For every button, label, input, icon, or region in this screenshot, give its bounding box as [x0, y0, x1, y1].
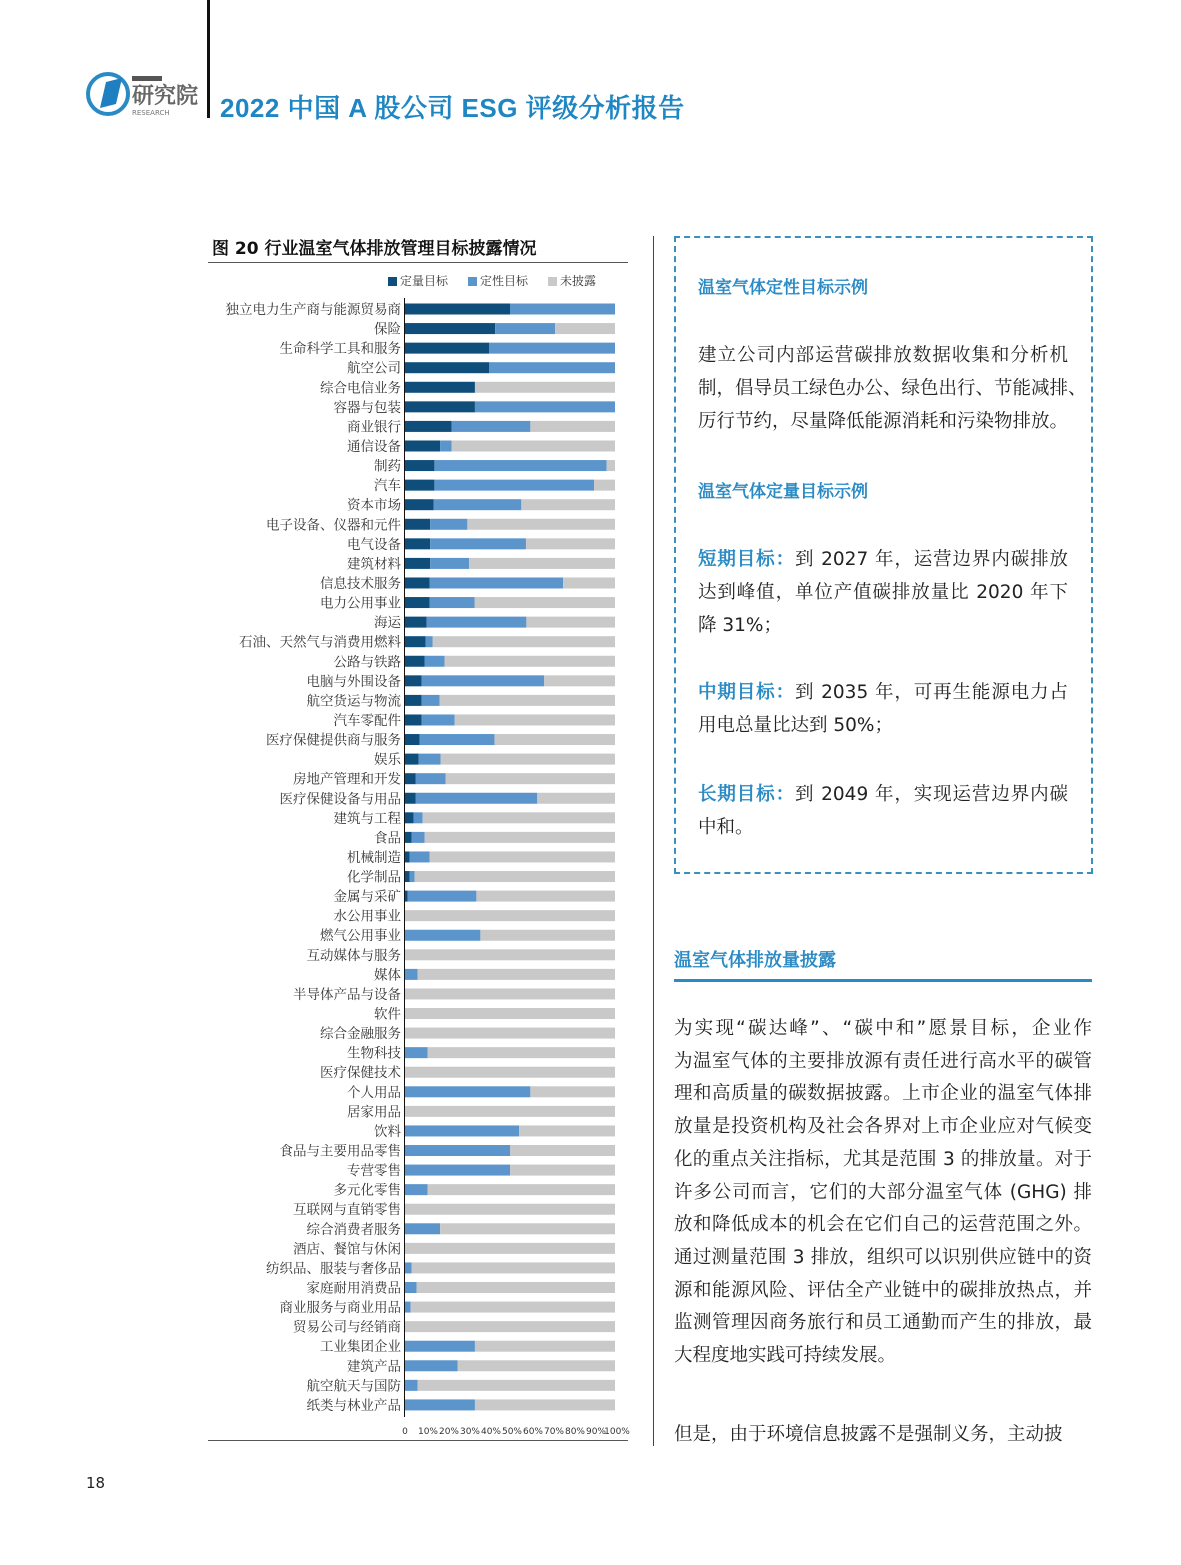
bar-segment-quant [405, 617, 427, 628]
column-separator [653, 236, 654, 1446]
bar-segment-none [594, 480, 615, 491]
figure-title-rule [208, 262, 628, 263]
bar-segment-quant [405, 440, 440, 451]
bar-segment-quant [405, 362, 489, 373]
bar-segment-qual [422, 695, 440, 706]
bar-segment-qual [405, 1223, 440, 1234]
bar-segment-qual [410, 871, 415, 882]
bar-segment-qual [405, 930, 480, 941]
category-label: 多元化零售 [333, 1182, 401, 1199]
section-paragraph-2: 但是，由于环境信息披露不是强制义务，主动披 [674, 1424, 1063, 1445]
logo-subtext: RESEARCH [132, 109, 170, 117]
x-tick-label: 50% [501, 1427, 523, 1437]
paragraph-line: 监测管理因商务旅行和员工通勤而产生的排放，最 [674, 1312, 1092, 1334]
paragraph-line: 通过测量范围 3 排放，组织可以识别供应链中的资 [674, 1246, 1092, 1268]
bar-segment-qual [405, 1262, 412, 1273]
logo-text: 研究院 [132, 84, 199, 109]
bar-segment-quant [405, 832, 412, 843]
bar-segment-qual [419, 754, 441, 765]
paragraph-line: 化的重点关注指标，尤其是范围 3 的排放量。对于 [674, 1148, 1092, 1170]
category-label: 专营零售 [347, 1163, 401, 1180]
bar-segment-none [475, 1399, 615, 1410]
category-label: 综合金融服务 [320, 1026, 401, 1043]
figure-title: 图 20 行业温室气体排放管理目标披露情况 [212, 239, 537, 259]
bar-segment-qual [416, 773, 446, 784]
paragraph-line: 放量是投资机构及社会各界对上市企业应对气候变 [674, 1116, 1092, 1138]
box-text: 厉行节约，尽量降低能源消耗和污染物排放。 [698, 411, 1069, 432]
category-label: 纺织品、服装与奢侈品 [266, 1260, 401, 1277]
paragraph-line: 许多公司而言，它们的大部分温室气体 (GHG) 排 [674, 1181, 1092, 1203]
category-label: 金属与采矿 [333, 889, 401, 906]
bar-segment-none [452, 440, 615, 451]
paragraph-line: 为温室气体的主要排放源有责任进行高水平的碳管 [674, 1050, 1092, 1072]
category-label: 电力公用事业 [320, 595, 401, 612]
bar-segment-none [530, 421, 615, 432]
figure-bottom-rule [208, 1440, 628, 1441]
bar-segment-none [411, 1302, 615, 1313]
research-institute-logo [86, 70, 201, 118]
bar-segment-quant [405, 871, 410, 882]
bar-segment-quant [405, 773, 416, 784]
bar-segment-quant [405, 793, 416, 804]
section-heading-rule [674, 979, 1092, 982]
bar-segment-none [423, 812, 615, 823]
bar-segment-none [405, 1243, 615, 1254]
bar-segment-none [405, 1028, 615, 1039]
bar-segment-qual [430, 597, 475, 608]
bar-segment-none [475, 597, 615, 608]
chart-legend [388, 272, 596, 289]
bar-segment-qual [430, 538, 526, 549]
bar-segment-qual [412, 832, 425, 843]
bar-segment-quant [405, 597, 430, 608]
category-label: 航空货运与物流 [306, 693, 401, 710]
bar-segment-none [494, 734, 615, 745]
bar-segment-none [510, 1145, 615, 1156]
bar-segment-none [418, 1380, 615, 1391]
bar-segment-qual [452, 421, 531, 432]
bar-segment-none [521, 499, 615, 510]
category-label: 制药 [374, 458, 401, 475]
bar-segment-qual [405, 1302, 411, 1313]
bar-segment-qual [422, 675, 545, 686]
category-label: 电子设备、仪器和元件 [266, 517, 401, 534]
category-label: 海运 [374, 615, 401, 632]
bar-segment-none [475, 382, 615, 393]
bar-segment-none [530, 1086, 615, 1097]
bar-segment-quant [405, 480, 434, 491]
bar-segment-quant [405, 538, 430, 549]
bar-segment-qual [434, 460, 606, 471]
x-tick-label: 90% [585, 1427, 607, 1437]
category-label: 生命科学工具和服务 [279, 341, 401, 358]
bar-segment-qual [405, 1086, 530, 1097]
category-label: 纸类与林业产品 [306, 1397, 401, 1414]
category-label: 半导体产品与设备 [293, 986, 401, 1003]
x-tick-label: 0 [402, 1427, 408, 1437]
paragraph-line: 理和高质量的碳数据披露。上市企业的温室气体排 [674, 1083, 1092, 1105]
bar-segment-qual [426, 636, 433, 647]
bar-segment-qual [405, 1047, 428, 1058]
category-label: 互动媒体与服务 [306, 947, 401, 964]
bar-segment-qual [489, 343, 615, 354]
bar-segment-qual [430, 558, 469, 569]
category-label: 医疗保健技术 [320, 1065, 401, 1082]
bar-segment-quant [405, 695, 422, 706]
bar-segment-none [428, 1047, 615, 1058]
category-label: 互联网与直销零售 [293, 1202, 401, 1219]
bar-segment-none [444, 656, 615, 667]
category-label: 食品 [374, 830, 401, 847]
mid-term-goal: 中期目标：到 2035 年，可再生能源电力占 [698, 682, 1068, 703]
bar-segment-quant [405, 812, 414, 823]
bar-segment-none [446, 773, 615, 784]
bar-segment-none [440, 1223, 615, 1234]
category-label: 商业服务与商业用品 [279, 1300, 401, 1317]
category-label: 水公用事业 [333, 908, 401, 925]
bar-segment-qual [405, 1399, 475, 1410]
bar-segment-none [405, 949, 615, 960]
category-label: 综合消费者服务 [306, 1221, 401, 1238]
bar-segment-qual [489, 362, 615, 373]
category-label: 机械制造 [347, 849, 401, 866]
bar-segment-quant [405, 401, 475, 412]
category-label: 化学制品 [347, 869, 401, 886]
bar-segment-qual [427, 617, 527, 628]
bar-segment-qual [425, 656, 445, 667]
box-text: 降 31%； [698, 615, 782, 636]
bar-segment-quant [405, 343, 489, 354]
category-label: 建筑与工程 [333, 810, 401, 827]
bar-segment-qual [405, 1380, 418, 1391]
category-label: 保险 [374, 321, 401, 338]
bar-segment-none [405, 1106, 615, 1117]
x-tick-label: 70% [543, 1427, 565, 1437]
bar-segment-qual [475, 401, 615, 412]
legend-none: 未披露 [548, 272, 596, 289]
bar-segment-qual [405, 1125, 519, 1136]
category-label: 汽车 [374, 478, 401, 495]
bar-segment-none [430, 851, 615, 862]
category-label: 资本市场 [347, 497, 401, 514]
category-label: 生物科技 [347, 1045, 401, 1062]
bar-segment-quant [405, 382, 475, 393]
category-label: 容器与包装 [333, 399, 401, 416]
bar-segment-none [425, 832, 615, 843]
bar-segment-none [607, 460, 615, 471]
bar-segment-qual [430, 577, 564, 588]
report-title: 2022 中国 A 股公司 ESG 评级分析报告 [220, 93, 685, 123]
bar-segment-qual [434, 499, 522, 510]
bar-segment-qual [405, 1341, 475, 1352]
bar-segment-quant [405, 323, 495, 334]
box-text: 建立公司内部运营碳排放数据收集和分析机 [698, 345, 1068, 366]
category-label: 医疗保健设备与用品 [279, 791, 401, 808]
bar-segment-quant [405, 675, 422, 686]
bar-segment-none [417, 1282, 615, 1293]
box-text: 中和。 [698, 817, 754, 838]
bar-segment-none [475, 1341, 615, 1352]
long-term-goal: 长期目标：到 2049 年，实现运营边界内碳 [698, 784, 1068, 805]
category-label: 独立电力生产商与能源贸易商 [225, 302, 401, 318]
category-label: 房地产管理和开发 [293, 771, 401, 788]
bar-segment-qual [408, 891, 477, 902]
category-label: 工业集团企业 [320, 1339, 401, 1356]
paragraph-line: 放和降低成本的机会在它们自己的运营范围之外。 [674, 1214, 1092, 1236]
bar-segment-none [469, 558, 615, 569]
bar-segment-none [458, 1360, 616, 1371]
category-label: 食品与主要用品零售 [279, 1143, 401, 1160]
bar-segment-qual [495, 323, 555, 334]
bar-segment-none [519, 1125, 615, 1136]
category-label: 汽车零配件 [333, 712, 401, 729]
bar-segment-none [405, 988, 615, 999]
category-label: 电脑与外围设备 [306, 673, 401, 690]
x-tick-label: 60% [522, 1427, 544, 1437]
bar-segment-qual [405, 1165, 510, 1176]
bar-segment-none [405, 1321, 615, 1332]
category-label: 通信设备 [347, 438, 401, 455]
box-text: 制，倡导员工绿色办公、绿色出行、节能减排、 [698, 378, 1087, 399]
category-label: 贸易公司与经销商 [293, 1319, 401, 1336]
bar-segment-quant [405, 499, 434, 510]
bar-segment-none [476, 891, 615, 902]
bar-segment-qual [416, 793, 538, 804]
bar-segment-none [555, 323, 615, 334]
bar-segment-qual [434, 480, 594, 491]
category-label: 综合电信业务 [320, 380, 401, 397]
legend-qual: 定性目标 [468, 272, 528, 289]
x-tick-label: 100% [604, 1427, 630, 1437]
header-divider [207, 0, 210, 118]
bar-segment-qual [405, 1145, 510, 1156]
bar-segment-none [415, 871, 615, 882]
bar-segment-quant [405, 304, 510, 315]
bar-segment-none [467, 519, 615, 530]
category-label: 建筑材料 [347, 556, 401, 573]
bar-segment-none [405, 1204, 615, 1215]
bar-segment-quant [405, 558, 430, 569]
category-label: 公路与铁路 [333, 654, 401, 671]
bar-segment-quant [405, 734, 420, 745]
bar-segment-quant [405, 714, 422, 725]
box-heading-quantitative: 温室气体定量目标示例 [698, 482, 868, 502]
bar-segment-none [405, 1067, 615, 1078]
category-label: 商业银行 [347, 419, 401, 436]
category-label: 信息技术服务 [320, 575, 401, 592]
legend-quant: 定量目标 [388, 272, 448, 289]
bar-segment-qual [422, 714, 455, 725]
bar-segment-none [544, 675, 615, 686]
bar-segment-quant [405, 519, 430, 530]
paragraph-line: 为实现“碳达峰”、“碳中和”愿景目标，企业作 [674, 1018, 1092, 1039]
category-label: 家庭耐用消费品 [306, 1280, 401, 1297]
bar-segment-qual [420, 734, 495, 745]
x-tick-label: 80% [564, 1427, 586, 1437]
bar-segment-qual [430, 519, 467, 530]
bar-segment-none [455, 714, 615, 725]
bar-segment-none [428, 1184, 615, 1195]
bar-segment-none [412, 1262, 615, 1273]
category-label: 娱乐 [374, 752, 401, 769]
x-tick-label: 20% [438, 1427, 460, 1437]
bar-segment-qual [410, 851, 430, 862]
x-tick-label: 40% [480, 1427, 502, 1437]
bar-segment-qual [510, 304, 615, 315]
bar-segment-quant [405, 891, 408, 902]
bar-segment-quant [405, 754, 419, 765]
box-heading-qualitative: 温室气体定性目标示例 [698, 278, 868, 298]
bar-segment-none [405, 910, 615, 921]
bar-segment-none [418, 969, 615, 980]
category-label: 建筑产品 [347, 1358, 401, 1375]
bar-segment-qual [405, 1360, 458, 1371]
x-tick-label: 30% [459, 1427, 481, 1437]
page-number: 18 [86, 1474, 106, 1492]
bar-segment-qual [414, 812, 423, 823]
x-tick-label: 10% [417, 1427, 439, 1437]
paragraph-line: 源和能源风险、评估全产业链中的碳排放热点，并 [674, 1279, 1092, 1301]
bar-segment-none [440, 754, 615, 765]
bar-segment-qual [405, 1282, 417, 1293]
bar-segment-qual [440, 440, 452, 451]
bar-segment-none [537, 793, 615, 804]
bar-segment-none [526, 617, 615, 628]
bar-segment-none [433, 636, 615, 647]
short-term-goal: 短期目标：到 2027 年，运营边界内碳排放 [698, 549, 1068, 570]
category-label: 居家用品 [347, 1104, 401, 1121]
bar-segment-none [440, 695, 615, 706]
box-text: 用电总量比达到 50%； [698, 715, 894, 736]
bar-segment-qual [405, 969, 418, 980]
bar-segment-none [510, 1165, 615, 1176]
bar-segment-none [563, 577, 615, 588]
category-label: 航空公司 [347, 360, 401, 377]
category-label: 个人用品 [347, 1084, 401, 1101]
bar-segment-none [405, 1008, 615, 1019]
bar-segment-none [526, 538, 615, 549]
category-label: 电气设备 [347, 536, 401, 553]
bar-segment-quant [405, 636, 426, 647]
bar-segment-quant [405, 656, 425, 667]
bar-segment-none [480, 930, 615, 941]
category-label: 软件 [374, 1006, 401, 1023]
paragraph-line: 大程度地实践可持续发展。 [674, 1345, 897, 1366]
bar-segment-quant [405, 851, 410, 862]
bar-segment-quant [405, 421, 452, 432]
category-label: 航空航天与国防 [306, 1378, 401, 1395]
bar-segment-quant [405, 460, 434, 471]
category-label: 饮料 [374, 1123, 401, 1140]
category-label: 医疗保健提供商与服务 [266, 732, 401, 749]
category-label: 媒体 [374, 967, 401, 984]
category-label: 酒店、餐馆与休闲 [293, 1241, 401, 1258]
category-label: 石油、天然气与消费用燃料 [239, 634, 401, 651]
bar-segment-quant [405, 577, 430, 588]
category-label: 燃气公用事业 [320, 928, 401, 945]
box-text: 达到峰值，单位产值碳排放量比 2020 年下 [698, 582, 1068, 603]
bar-segment-qual [405, 1184, 428, 1195]
section-heading: 温室气体排放量披露 [674, 950, 836, 971]
